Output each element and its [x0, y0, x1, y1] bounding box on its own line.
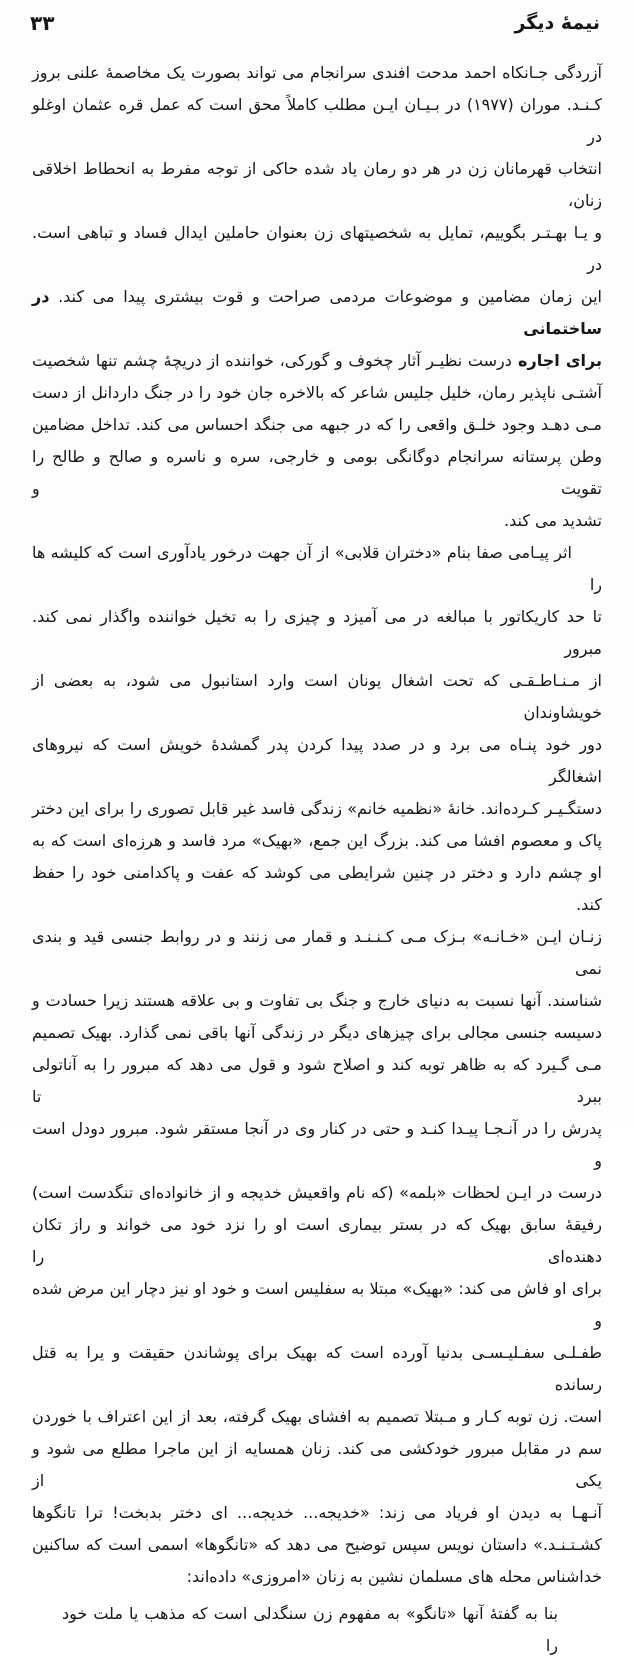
- text-segment: اثر پیـامی صفا بنام «دختران قلابی» از آن جهت درخور یادآوری است که کلیشه ها را: [32, 543, 602, 594]
- running-title: نیمۀ دیگر: [514, 12, 600, 34]
- text-line: [32, 1017, 602, 1049]
- text-segment: تشدید می کند.: [504, 511, 602, 530]
- block-quote: [32, 1598, 602, 1662]
- text-line: [32, 377, 602, 409]
- text-line: [32, 1598, 602, 1662]
- page-header: [0, 0, 634, 36]
- paragraph-2: [32, 537, 602, 1593]
- text-segment: زنـان ایـن «خـانـه» بـزک مـی کـنـنـد و قمار می زنند و در روابط جنسی قید و بندی نمی: [32, 927, 602, 978]
- text-segment: این زمان مضامین و موضوعات مردمی صراحت و قوت بیشتری پیدا می کند.: [49, 287, 602, 306]
- text-segment: و یـا بهـتـر بگوییم، تمایل به شخصیتهای زن بعنوان حاملین ایدال فساد و تباهی است. در: [32, 223, 602, 274]
- bold-emphasis: برای اجاره: [511, 351, 602, 370]
- text-line: [32, 729, 602, 793]
- text-line: [32, 1209, 602, 1273]
- text-line: [32, 793, 602, 825]
- text-line: [32, 1561, 602, 1593]
- text-segment: خداشناس محله های مسلمان نشین به زنان «امروزی» داده‌اند:: [186, 1567, 602, 1586]
- bold-emphasis: در ساختمانی: [32, 287, 602, 338]
- text-line: [32, 665, 602, 729]
- text-segment: رفیقۀ سابق بهیک که در بستر بیماری است او را نزد خود می خواند و راز تکان دهنده‌ای را: [32, 1215, 602, 1266]
- text-line: [32, 89, 602, 153]
- text-line: [32, 217, 602, 281]
- text-line: [32, 409, 602, 441]
- text-line: [32, 1401, 602, 1433]
- text-line: [32, 1433, 602, 1497]
- text-segment: درست در ایـن لحظات «بلمه» (که نام واقعیش خدیجه و از خانواده‌ای تنگدست است): [32, 1183, 602, 1202]
- text-segment: شناسند. آنها نسبت به دنیای خارج و جنگ بی تفاوت و بی علاقه هستند زیرا حسادت و: [32, 991, 602, 1010]
- text-segment: انتخاب قهرمانان زن در هر دو رمان یاد شده حاکی از توجه مفرط به انحطاط اخلاقی زنان،: [32, 159, 602, 210]
- text-line: [32, 505, 602, 537]
- page-number: ۳۳: [30, 11, 55, 35]
- text-line: [32, 1497, 602, 1529]
- text-line: [32, 57, 602, 89]
- text-segment: است. زن توبه کـار و مـبتلا تصمیم به افشای بهیک گرفته، بعد از این اعتراف با خوردن: [32, 1407, 602, 1426]
- text-line: [32, 1049, 602, 1113]
- text-segment: پاک و معصوم افشا می کند. بزرگ این جمع، «بهیک» مرد فاسد و هرزه‌ای است که به: [32, 831, 602, 850]
- text-segment: مـی دهـد وجود خلـق واقعی را که در جبهه می جنگد احساس می کند. تداخل مضامین: [32, 415, 602, 434]
- text-line: [32, 857, 602, 921]
- text-line: [32, 985, 602, 1017]
- text-segment: از مـنـاطـقـی که تحت اشغال یونان است وارد استانبول می شود، به بعضی از خویشاوندان: [32, 671, 602, 722]
- body-text: [0, 57, 634, 1662]
- text-segment: درست نظیـر آثار چخوف و گورکی، خواننده از دریچۀ چشم تنها شخصیت: [32, 351, 512, 370]
- paragraph-1: [32, 57, 602, 537]
- text-segment: دستگـیـر کـرده‌اند. خانۀ «نظمیه خانم» زندگی فاسد غیر قابل تصوری را برای این دختر: [32, 799, 602, 818]
- text-line: [32, 281, 602, 345]
- text-segment: بنا به گفتۀ آنها «تانگو» به مفهوم زن سنگدلی است که مذهب یا ملت خود را: [62, 1604, 558, 1655]
- text-line: [32, 1177, 602, 1209]
- text-segment: مـی گـیرد که به ظاهر توبه کند و اصلاح شود و قول می دهد که مبرور را به آناتولی ببرد تا: [32, 1055, 602, 1106]
- text-segment: آشتـی ناپذیر رمان، خلیل جلیس شاعر که بالاخره جان خود را در جنگ داردانل از دست: [32, 383, 602, 402]
- text-line: [32, 1273, 602, 1337]
- text-line: [32, 345, 602, 377]
- text-segment: آنـهـا به دیدن او فریاد می زند: «خدیجه... خدیجه... ای دختر بدبخت! ترا تانگوها: [32, 1503, 602, 1522]
- text-line: [32, 1337, 602, 1401]
- text-line: [32, 601, 602, 665]
- text-segment: وطن پرستانه سرانجام دوگانگی بومی و خارجی، سره و ناسره و صالح و طالح را تقویت و: [32, 447, 602, 498]
- text-segment: کـنـد. موران (۱۹۷۷) در بـیـان ایـن مطلب کاملاً محق است که عمل قره عثمان اوغلو در: [32, 95, 603, 146]
- text-segment: برای او فاش می کند: «بهیک» مبتلا به سفلیس است و خود او نیز دچار این مرض شده و: [32, 1279, 602, 1330]
- text-line: [32, 441, 602, 505]
- text-segment: او چشم دارد و دختر در چنین شرایطی می کوشد که عفت و پاکدامنی خود را حفظ کند.: [32, 863, 602, 914]
- text-segment: پدرش را در آنـجـا پیـدا کنـد و حتی در کنار وی در آنجا مستقر شود. مبرور دودل است و: [32, 1119, 602, 1170]
- text-segment: دسیسه جنسی مجالی برای چیزهای دیگر در زندگی آنها باقی نمی گذارد. بهیک تصمیم: [32, 1023, 602, 1042]
- text-segment: سم در مقابل مبرور خودکشی می کند. زنان همسایه از این ماجرا مطلع می شود و یکی از: [32, 1439, 602, 1490]
- text-segment: آزردگی جـانکاه احمد مدحت افندی سرانجام می تواند بصورت یک مخاصمۀ علنی بروز: [32, 63, 602, 82]
- text-line: [32, 1529, 602, 1561]
- text-segment: دور خود پنـاه می برد و در صدد پیدا کردن پدر گمشدۀ خویش است که نیروهای اشغالگر: [32, 735, 602, 786]
- text-line: [32, 921, 602, 985]
- text-segment: کشـتـنـد.» داستان نویس سپس توضیح می دهد که «تانگوها» اسمی است که ساکنین: [32, 1535, 602, 1554]
- text-segment: طفـلـی سفـلیـسـی بدنیا آورده است که بهیک برای پوشاندن حقیقت و یرا به قتل رسانده: [32, 1343, 602, 1394]
- text-segment: تا حد کاریکاتور با مبالغه در می آمیزد و چیزی را به تخیل خواننده واگذار نمی کند. مبرور: [32, 607, 602, 658]
- text-line: [32, 1113, 602, 1177]
- text-line: [32, 537, 602, 601]
- text-line: [32, 153, 602, 217]
- text-line: [32, 825, 602, 857]
